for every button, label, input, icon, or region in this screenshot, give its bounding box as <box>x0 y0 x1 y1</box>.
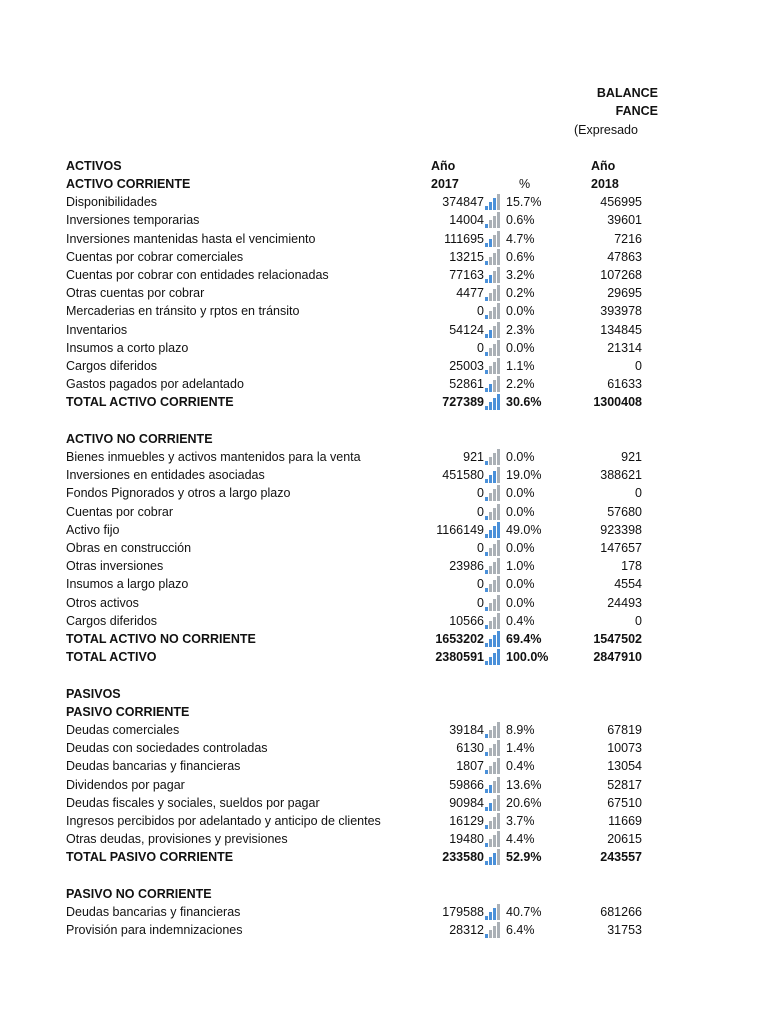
value-2018: 20615 <box>607 832 642 847</box>
value-2017: 14004 <box>449 213 484 228</box>
signal-bars-icon <box>485 922 503 938</box>
value-2017: 921 <box>463 450 484 464</box>
row-label: Ingresos percibidos por adelantado y anticipo de clientes <box>66 814 381 828</box>
signal-bars-icon <box>485 212 503 228</box>
percent-value: 0.0% <box>506 304 535 319</box>
value-2017: 1807 <box>456 759 484 774</box>
table-row <box>0 175 768 193</box>
row-label: PASIVOS <box>66 686 121 701</box>
table-row <box>0 539 768 557</box>
value-2017: 39184 <box>449 723 484 737</box>
table-row <box>0 557 768 575</box>
value-2017: 28312 <box>449 923 484 938</box>
value-2018: 921 <box>621 450 642 464</box>
percent-value: 52.9% <box>506 850 542 865</box>
signal-bars-icon <box>485 485 503 501</box>
table-row <box>0 739 768 757</box>
table-row <box>0 284 768 302</box>
row-label: Otros activos <box>66 595 139 610</box>
row-label: Mercaderias en tránsito y rptos en tránsito <box>66 304 300 319</box>
value-2018: 52817 <box>607 777 642 792</box>
row-label: Otras cuentas por cobrar <box>66 286 205 301</box>
percent-value: 49.0% <box>506 522 542 537</box>
currency-note: (Expresado <box>574 123 638 137</box>
row-label: Disponibilidades <box>66 195 158 210</box>
value-2018: 2847910 <box>593 650 642 665</box>
row-label: Inversiones temporarias <box>66 213 200 228</box>
year-2017-label: 2017 <box>431 177 459 191</box>
signal-bars-icon <box>485 849 503 865</box>
activos-heading: ACTIVOS <box>66 159 122 173</box>
table-row <box>0 685 768 703</box>
signal-bars-icon <box>485 322 503 338</box>
percent-heading: % <box>519 177 531 191</box>
signal-bars-icon <box>485 467 503 483</box>
value-2017: 111695 <box>444 231 484 246</box>
row-label: Cuentas por cobrar <box>66 504 174 519</box>
table-row <box>0 503 768 521</box>
value-2018: 11669 <box>608 814 642 828</box>
value-2018: 39601 <box>607 213 642 228</box>
table-row <box>0 885 768 903</box>
percent-value: 0.0% <box>506 541 535 555</box>
value-2018: 29695 <box>607 286 642 301</box>
signal-bars-icon <box>485 740 503 756</box>
row-label: TOTAL ACTIVO <box>66 650 157 665</box>
percent-value: 4.4% <box>506 832 535 847</box>
percent-value: 0.6% <box>506 213 535 228</box>
value-2017: 2380591 <box>435 650 484 665</box>
percent-value: 1.1% <box>506 359 535 373</box>
signal-bars-icon <box>485 631 503 647</box>
percent-value: 20.6% <box>506 795 542 810</box>
percent-value: 8.9% <box>506 723 535 737</box>
table-row <box>0 466 768 484</box>
percent-value: 100.0% <box>506 650 549 665</box>
row-label: Fondos Pignorados y otros a largo plazo <box>66 486 291 501</box>
row-label: Deudas bancarias y financieras <box>66 905 241 919</box>
percent-value: 1.0% <box>506 559 535 574</box>
table-row <box>0 375 768 393</box>
row-label: ACTIVO NO CORRIENTE <box>66 431 213 446</box>
value-2018: 388621 <box>600 468 642 483</box>
value-2017: 0 <box>477 486 484 501</box>
signal-bars-icon <box>485 522 503 538</box>
table-row <box>0 848 768 866</box>
table-row <box>0 521 768 539</box>
value-2018: 1300408 <box>593 395 642 410</box>
percent-value: 69.4% <box>506 632 542 646</box>
row-label: Cuentas por cobrar con entidades relacionadas <box>66 268 329 282</box>
table-row <box>0 339 768 357</box>
value-2018: 1547502 <box>593 632 642 646</box>
table-row <box>0 302 768 320</box>
value-2018: 57680 <box>607 504 642 519</box>
value-2018: 21314 <box>607 340 642 355</box>
value-2017: 54124 <box>449 322 484 337</box>
table-row <box>0 757 768 775</box>
value-2018: 147657 <box>600 541 642 555</box>
signal-bars-icon <box>485 649 503 665</box>
blank-row <box>0 867 768 885</box>
value-2017: 23986 <box>449 559 484 574</box>
value-2018: 31753 <box>607 923 642 938</box>
table-row <box>0 448 768 466</box>
table-row <box>0 230 768 248</box>
value-2018: 24493 <box>607 595 642 610</box>
signal-bars-icon <box>485 558 503 574</box>
signal-bars-icon <box>485 795 503 811</box>
value-2017: 179588 <box>442 905 484 919</box>
year-2018-label: 2018 <box>591 177 619 191</box>
table-row <box>0 248 768 266</box>
value-2017: 52861 <box>449 377 484 392</box>
value-2017: 0 <box>477 577 484 592</box>
value-2018: 107268 <box>600 268 642 282</box>
table-row <box>0 721 768 739</box>
signal-bars-icon <box>485 504 503 520</box>
blank-row <box>0 666 768 684</box>
value-2017: 0 <box>477 504 484 519</box>
signal-bars-icon <box>485 394 503 410</box>
table-row <box>0 921 768 939</box>
value-2017: 4477 <box>456 286 484 301</box>
percent-value: 0.0% <box>506 577 535 592</box>
signal-bars-icon <box>485 613 503 629</box>
signal-bars-icon <box>485 576 503 592</box>
percent-value: 3.2% <box>506 268 535 282</box>
row-label: Inventarios <box>66 322 128 337</box>
row-label: Activo fijo <box>66 522 120 537</box>
row-label: Deudas bancarias y financieras <box>66 759 241 774</box>
signal-bars-icon <box>485 813 503 829</box>
table-row <box>0 393 768 411</box>
row-label: TOTAL ACTIVO CORRIENTE <box>66 395 234 410</box>
percent-value: 0.4% <box>506 759 535 774</box>
value-2018: 393978 <box>600 304 642 319</box>
row-label: Bienes inmuebles y activos mantenidos para la venta <box>66 450 361 464</box>
value-2017: 451580 <box>442 468 484 483</box>
value-2017: 0 <box>477 340 484 355</box>
value-2017: 90984 <box>449 795 484 810</box>
signal-bars-icon <box>485 758 503 774</box>
signal-bars-icon <box>485 267 503 283</box>
table-row <box>0 648 768 666</box>
table-row <box>0 321 768 339</box>
row-label: Otras inversiones <box>66 559 164 574</box>
signal-bars-icon <box>485 285 503 301</box>
signal-bars-icon <box>485 376 503 392</box>
value-2018: 61633 <box>607 377 642 392</box>
value-2017: 77163 <box>449 268 484 282</box>
row-label: Gastos pagados por adelantado <box>66 377 244 392</box>
table-row <box>0 211 768 229</box>
table-row <box>0 794 768 812</box>
table-row <box>0 612 768 630</box>
signal-bars-icon <box>485 595 503 611</box>
row-label: PASIVO CORRIENTE <box>66 704 190 719</box>
row-label: Otras deudas, provisiones y previsiones <box>66 832 288 847</box>
table-row <box>0 430 768 448</box>
signal-bars-icon <box>485 194 503 210</box>
value-2018: 243557 <box>600 850 642 865</box>
signal-bars-icon <box>485 231 503 247</box>
value-2018: 923398 <box>600 522 642 537</box>
signal-bars-icon <box>485 358 503 374</box>
signal-bars-icon <box>485 303 503 319</box>
year-b-heading: Año <box>591 159 616 173</box>
value-2018: 4554 <box>614 577 642 592</box>
row-label: TOTAL ACTIVO NO CORRIENTE <box>66 632 256 646</box>
value-2018: 0 <box>635 486 642 501</box>
percent-value: 0.0% <box>506 504 535 519</box>
row-label: PASIVO NO CORRIENTE <box>66 886 212 901</box>
value-2017: 727389 <box>442 395 484 410</box>
percent-value: 6.4% <box>506 923 535 938</box>
value-2018: 10073 <box>607 741 642 756</box>
table-row <box>0 703 768 721</box>
percent-value: 1.4% <box>506 741 535 756</box>
row-label: Cargos diferidos <box>66 613 158 628</box>
blank-row <box>0 412 768 430</box>
row-label: Inversiones en entidades asociadas <box>66 468 265 483</box>
value-2018: 7216 <box>614 231 642 246</box>
signal-bars-icon <box>485 449 503 465</box>
value-2017: 1166149 <box>436 522 484 537</box>
value-2018: 134845 <box>600 322 642 337</box>
value-2017: 16129 <box>449 814 484 828</box>
value-2017: 59866 <box>449 777 484 792</box>
row-label: Obras en construcción <box>66 541 192 555</box>
row-label: Deudas comerciales <box>66 723 180 737</box>
row-label: Insumos a corto plazo <box>66 340 189 355</box>
row-label: Inversiones mantenidas hasta el vencimiento <box>66 231 316 246</box>
percent-value: 0.0% <box>506 450 535 464</box>
value-2017: 0 <box>477 304 484 319</box>
percent-value: 40.7% <box>506 905 542 919</box>
value-2017: 6130 <box>456 741 484 756</box>
percent-value: 0.2% <box>506 286 535 301</box>
year-a-heading: Año <box>431 159 456 173</box>
value-2018: 13054 <box>607 759 642 774</box>
table-row <box>0 830 768 848</box>
signal-bars-icon <box>485 340 503 356</box>
value-2018: 178 <box>621 559 642 574</box>
row-label: Cuentas por cobrar comerciales <box>66 249 244 264</box>
value-2018: 456995 <box>600 195 642 210</box>
percent-value: 13.6% <box>506 777 542 792</box>
table-row <box>0 484 768 502</box>
value-2017: 0 <box>477 595 484 610</box>
value-2017: 10566 <box>449 613 484 628</box>
percent-value: 2.3% <box>506 322 535 337</box>
percent-value: 0.4% <box>506 613 535 628</box>
table-row <box>0 594 768 612</box>
row-label: Dividendos por pagar <box>66 777 185 792</box>
signal-bars-icon <box>485 777 503 793</box>
company-name: FANCE <box>615 104 658 118</box>
value-2017: 374847 <box>442 195 484 210</box>
signal-bars-icon <box>485 540 503 556</box>
value-2018: 0 <box>635 613 642 628</box>
value-2018: 67819 <box>607 723 642 737</box>
percent-value: 19.0% <box>506 468 542 483</box>
value-2017: 13215 <box>449 249 484 264</box>
percent-value: 0.0% <box>506 486 535 501</box>
percent-value: 0.0% <box>506 340 535 355</box>
value-2017: 0 <box>477 541 484 555</box>
table-row <box>0 266 768 284</box>
value-2017: 1653202 <box>435 632 484 646</box>
value-2017: 19480 <box>449 832 484 847</box>
row-label: Provisión para indemnizaciones <box>66 923 243 938</box>
value-2018: 67510 <box>607 795 642 810</box>
percent-value: 30.6% <box>506 395 542 410</box>
row-label: ACTIVO CORRIENTE <box>66 177 191 191</box>
percent-value: 0.6% <box>506 249 535 264</box>
value-2018: 681266 <box>600 905 642 919</box>
percent-value: 15.7% <box>506 195 542 210</box>
percent-value: 2.2% <box>506 377 535 392</box>
balance-title: BALANCE <box>596 86 658 100</box>
percent-value: 0.0% <box>506 595 535 610</box>
percent-value: 3.7% <box>506 814 535 828</box>
row-label: Deudas con sociedades controladas <box>66 741 268 756</box>
table-row <box>0 575 768 593</box>
value-2017: 233580 <box>442 850 484 865</box>
table-row <box>0 193 768 211</box>
table-row <box>0 357 768 375</box>
signal-bars-icon <box>485 249 503 265</box>
row-label: Cargos diferidos <box>66 359 158 373</box>
table-row <box>0 776 768 794</box>
signal-bars-icon <box>485 904 503 920</box>
percent-value: 4.7% <box>506 231 535 246</box>
table-row <box>0 903 768 921</box>
row-label: TOTAL PASIVO CORRIENTE <box>66 850 234 865</box>
table-row <box>0 812 768 830</box>
row-label: Insumos a largo plazo <box>66 577 189 592</box>
signal-bars-icon <box>485 722 503 738</box>
value-2018: 47863 <box>607 249 642 264</box>
signal-bars-icon <box>485 831 503 847</box>
table-row <box>0 630 768 648</box>
value-2017: 25003 <box>449 359 484 373</box>
value-2018: 0 <box>635 359 642 373</box>
row-label: Deudas fiscales y sociales, sueldos por pagar <box>66 795 320 810</box>
